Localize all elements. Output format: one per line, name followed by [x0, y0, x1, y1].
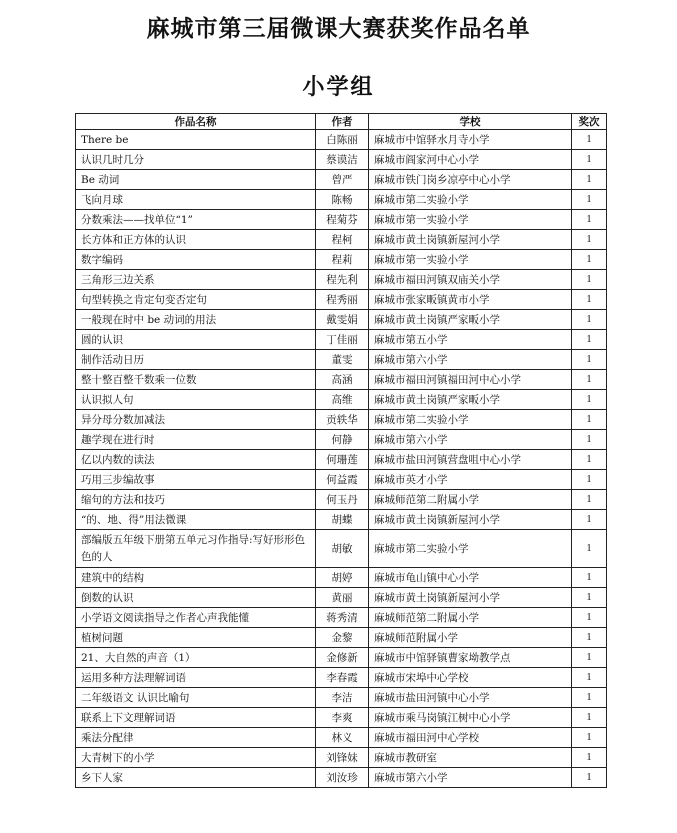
cell-award: 1: [572, 648, 607, 668]
cell-name: 长方体和正方体的认识: [76, 230, 316, 250]
table-row: [76, 230, 607, 250]
cell-name: 飞向月球: [76, 190, 316, 210]
cell-award: 1: [572, 170, 607, 190]
cell-author: 戴雯娟: [316, 310, 369, 330]
cell-author: 贡轶华: [316, 410, 369, 430]
header-award: 奖次: [572, 114, 607, 130]
table-row: [76, 708, 607, 728]
cell-school: 麻城市第六小学: [369, 350, 572, 370]
cell-name: 部编版五年级下册第五单元习作指导:写好形形色色的人: [76, 530, 316, 568]
table-row: [76, 210, 607, 230]
cell-name: 大青树下的小学: [76, 748, 316, 768]
table-row: [76, 688, 607, 708]
cell-award: 1: [572, 310, 607, 330]
cell-author: 程莉: [316, 250, 369, 270]
cell-award: 1: [572, 450, 607, 470]
cell-author: 李洁: [316, 688, 369, 708]
cell-name: 分数乘法——找单位“1”: [76, 210, 316, 230]
cell-school: 麻城市黄土岗镇严家畈小学: [369, 390, 572, 410]
cell-name: 巧用三步编故事: [76, 470, 316, 490]
header-author: 作者: [316, 114, 369, 130]
cell-award: 1: [572, 668, 607, 688]
cell-award: 1: [572, 608, 607, 628]
cell-award: 1: [572, 628, 607, 648]
cell-author: 胡婷: [316, 568, 369, 588]
cell-name: 三角形三边关系: [76, 270, 316, 290]
cell-author: 林义: [316, 728, 369, 748]
cell-name: 运用多种方法理解词语: [76, 668, 316, 688]
cell-school: 麻城市宋埠中心学校: [369, 668, 572, 688]
cell-author: 丁佳丽: [316, 330, 369, 350]
cell-author: 董雯: [316, 350, 369, 370]
cell-author: 高维: [316, 390, 369, 410]
cell-author: 何珊莲: [316, 450, 369, 470]
cell-award: 1: [572, 210, 607, 230]
cell-school: 麻城市阎家河中心小学: [369, 150, 572, 170]
cell-author: 金黎: [316, 628, 369, 648]
cell-name: 一般现在时中 be 动词的用法: [76, 310, 316, 330]
table-row: [76, 648, 607, 668]
cell-name: “的、地、得”用法微课: [76, 510, 316, 530]
table-row: [76, 728, 607, 748]
cell-award: 1: [572, 150, 607, 170]
cell-author: 胡蝶: [316, 510, 369, 530]
table-row: [76, 568, 607, 588]
cell-name: 小学语文阅读指导之作者心声我能懂: [76, 608, 316, 628]
cell-name: 圆的认识: [76, 330, 316, 350]
cell-award: 1: [572, 430, 607, 450]
cell-award: 1: [572, 370, 607, 390]
cell-name: 认识拟人句: [76, 390, 316, 410]
cell-school: 麻城市第二实验小学: [369, 410, 572, 430]
cell-school: 麻城市第六小学: [369, 768, 572, 788]
cell-award: 1: [572, 250, 607, 270]
cell-school: 麻城市福田河中心学校: [369, 728, 572, 748]
cell-award: 1: [572, 390, 607, 410]
cell-name: 趣学现在进行时: [76, 430, 316, 450]
cell-author: 何静: [316, 430, 369, 450]
cell-school: 麻城市中馆驿水月寺小学: [369, 130, 572, 150]
cell-author: 高涵: [316, 370, 369, 390]
table-row: [76, 470, 607, 490]
table-row: [76, 768, 607, 788]
cell-name: 缩句的方法和技巧: [76, 490, 316, 510]
table-row: [76, 608, 607, 628]
cell-name: 乘法分配律: [76, 728, 316, 748]
cell-author: 何益霞: [316, 470, 369, 490]
cell-award: 1: [572, 490, 607, 510]
cell-author: 蔡谟洁: [316, 150, 369, 170]
table-row: [76, 190, 607, 210]
cell-author: 黄丽: [316, 588, 369, 608]
cell-award: 1: [572, 330, 607, 350]
cell-author: 程菊芬: [316, 210, 369, 230]
cell-school: 麻城市黄土岗镇新屋河小学: [369, 510, 572, 530]
cell-school: 麻城市英才小学: [369, 470, 572, 490]
cell-school: 麻城市黄土岗镇严家畈小学: [369, 310, 572, 330]
cell-award: 1: [572, 708, 607, 728]
cell-school: 麻城市盐田河镇营盘咀中心小学: [369, 450, 572, 470]
cell-author: 陈畅: [316, 190, 369, 210]
cell-school: 麻城市第五小学: [369, 330, 572, 350]
cell-award: 1: [572, 350, 607, 370]
cell-author: 程先利: [316, 270, 369, 290]
table-row: [76, 668, 607, 688]
cell-name: 建筑中的结构: [76, 568, 316, 588]
table-row: [76, 510, 607, 530]
cell-name: 异分母分数加减法: [76, 410, 316, 430]
cell-name: 认识几时几分: [76, 150, 316, 170]
cell-school: 麻城市张家畈镇黄市小学: [369, 290, 572, 310]
cell-author: 白陈丽: [316, 130, 369, 150]
table-row: [76, 430, 607, 450]
table-row: [76, 270, 607, 290]
cell-school: 麻城市中馆驿镇曹家坳教学点: [369, 648, 572, 668]
table-row: [76, 390, 607, 410]
header-school: 学校: [369, 114, 572, 130]
cell-school: 麻城市第六小学: [369, 430, 572, 450]
table-row: [76, 330, 607, 350]
cell-school: 麻城市教研室: [369, 748, 572, 768]
cell-school: 麻城市第二实验小学: [369, 190, 572, 210]
cell-name: 21、大自然的声音（1）: [76, 648, 316, 668]
table-row: [76, 748, 607, 768]
cell-award: 1: [572, 510, 607, 530]
table-row: [76, 130, 607, 150]
cell-name: 联系上下文理解词语: [76, 708, 316, 728]
cell-author: 蒋秀清: [316, 608, 369, 628]
cell-name: 整十整百整千数乘一位数: [76, 370, 316, 390]
cell-award: 1: [572, 588, 607, 608]
cell-author: 李春霞: [316, 668, 369, 688]
table-row: [76, 310, 607, 330]
table-row: [76, 150, 607, 170]
table-row: [76, 370, 607, 390]
table-row: [76, 450, 607, 470]
table-body: [76, 130, 607, 788]
cell-author: 程柯: [316, 230, 369, 250]
table-row: [76, 588, 607, 608]
cell-author: 金修新: [316, 648, 369, 668]
cell-award: 1: [572, 270, 607, 290]
cell-award: 1: [572, 728, 607, 748]
table-row: [76, 350, 607, 370]
cell-name: 二年级语文 认识比喻句: [76, 688, 316, 708]
cell-school: 麻城师范附属小学: [369, 628, 572, 648]
cell-school: 麻城市黄土岗镇新屋河小学: [369, 588, 572, 608]
cell-author: 胡敏: [316, 530, 369, 568]
cell-award: 1: [572, 568, 607, 588]
cell-name: 植树问题: [76, 628, 316, 648]
cell-award: 1: [572, 190, 607, 210]
cell-school: 麻城师范第二附属小学: [369, 490, 572, 510]
cell-school: 麻城市黄土岗镇新屋河小学: [369, 230, 572, 250]
cell-school: 麻城市盐田河镇中心小学: [369, 688, 572, 708]
header-name: 作品名称: [76, 114, 316, 130]
cell-school: 麻城市第一实验小学: [369, 250, 572, 270]
cell-name: 亿以内数的读法: [76, 450, 316, 470]
document-subtitle: 小学组: [302, 75, 375, 100]
cell-school: 麻城市第二实验小学: [369, 530, 572, 568]
cell-school: 麻城市龟山镇中心小学: [369, 568, 572, 588]
table-row: [76, 170, 607, 190]
cell-award: 1: [572, 410, 607, 430]
cell-name: 倒数的认识: [76, 588, 316, 608]
cell-author: 曾严: [316, 170, 369, 190]
table-row: [76, 490, 607, 510]
cell-school: 麻城市乘马岗镇江树中心小学: [369, 708, 572, 728]
cell-award: 1: [572, 230, 607, 250]
document-title: 麻城市第三届微课大赛获奖作品名单: [146, 16, 531, 42]
cell-school: 麻城市福田河镇双庙关小学: [369, 270, 572, 290]
cell-name: 制作活动日历: [76, 350, 316, 370]
cell-award: 1: [572, 748, 607, 768]
cell-school: 麻城市铁门岗乡凉亭中心小学: [369, 170, 572, 190]
cell-name: There be: [76, 130, 316, 150]
table-row: [76, 628, 607, 648]
cell-award: 1: [572, 470, 607, 490]
cell-award: 1: [572, 768, 607, 788]
cell-award: 1: [572, 530, 607, 568]
cell-name: 数字编码: [76, 250, 316, 270]
cell-award: 1: [572, 290, 607, 310]
table-row: [76, 250, 607, 270]
cell-author: 刘锋妹: [316, 748, 369, 768]
table-row: [76, 530, 607, 568]
table-row: [76, 410, 607, 430]
cell-award: 1: [572, 688, 607, 708]
cell-author: 李爽: [316, 708, 369, 728]
cell-school: 麻城市福田河镇福田河中心小学: [369, 370, 572, 390]
table-row: [76, 290, 607, 310]
cell-author: 程秀丽: [316, 290, 369, 310]
cell-school: 麻城市第一实验小学: [369, 210, 572, 230]
cell-school: 麻城师范第二附属小学: [369, 608, 572, 628]
cell-author: 刘汝珍: [316, 768, 369, 788]
cell-name: 乡下人家: [76, 768, 316, 788]
cell-name: Be 动词: [76, 170, 316, 190]
cell-name: 句型转换之肯定句变否定句: [76, 290, 316, 310]
cell-award: 1: [572, 130, 607, 150]
award-table: [75, 113, 607, 788]
table-header-row: [76, 114, 607, 130]
cell-author: 何玉丹: [316, 490, 369, 510]
